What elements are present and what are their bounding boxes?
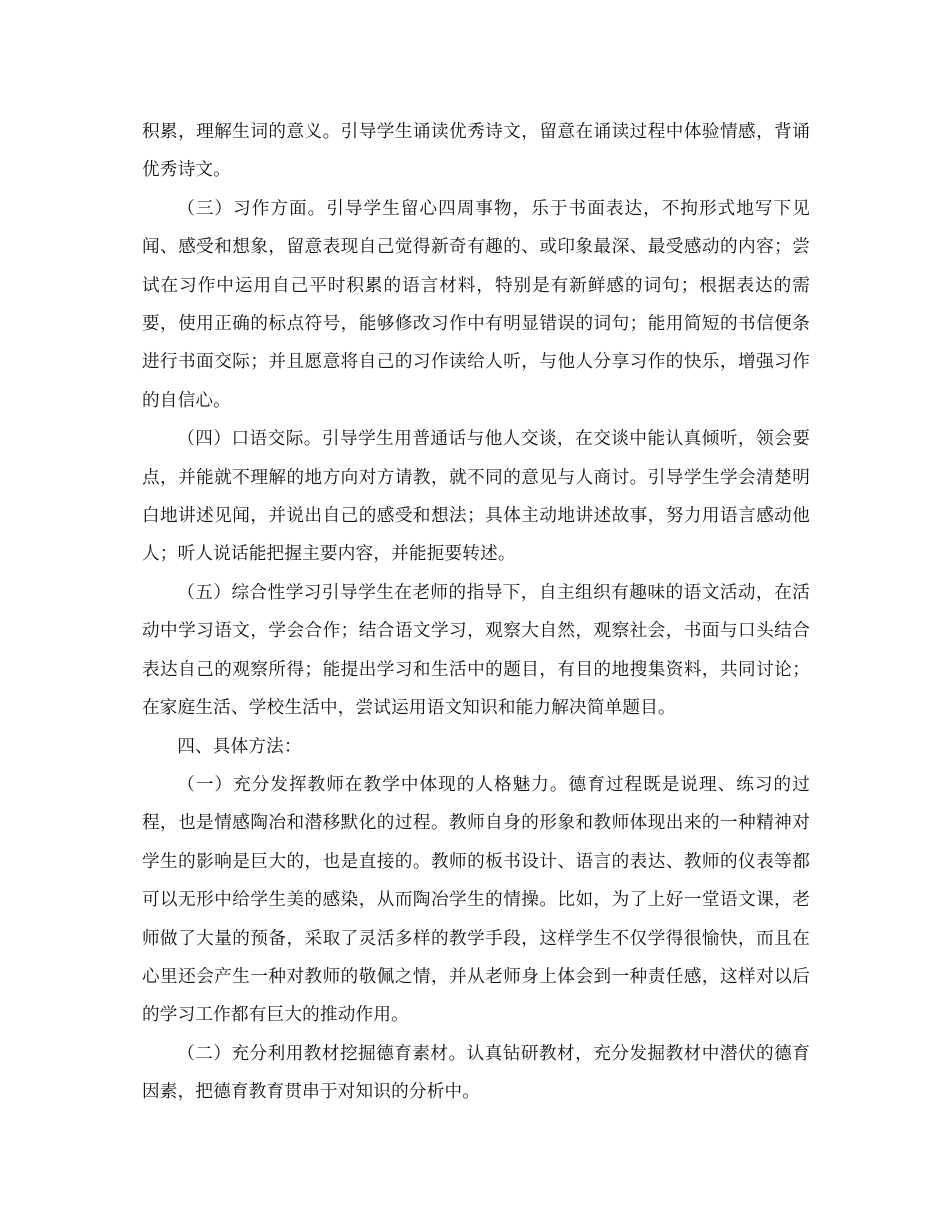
paragraph-method-one: （一）充分发挥教师在教学中体现的人格魅力。德育过程既是说理、练习的过程，也是情感陶冶和潜移默化的过程。教师自身的形象和教师体现出来的一种精神对学生的影响是巨大的，也是直接的。教师的板书设计、语言的表达、教师的仪表等都可以无形中给学生美的感染，从而陶冶学生的情操。比如，为了上好一堂语文课，老师做了大量的预备，采取了灵活多样的教学手段，这样学生不仅学得很愉快，而且在心里还会产生一种对教师的敬佩之情，并从老师身上体会到一种责任感，这样对以后的学习工作都有巨大的推动作用。 — [142, 774, 810, 1026]
section-heading-methods: 四、具体方法： — [177, 736, 302, 757]
paragraph-writing: （三）习作方面。引导学生留心四周事物，乐于书面表达，不拘形式地写下见闻、感受和想象，留意表现自己觉得新奇有趣的、或印象最深、最受感动的内容；尝试在习作中运用自己平时积累的语言材料，特别是有新鲜感的词句；根据表达的需要，使用正确的标点符号，能够修改习作中有明显错误的词句；能用简短的书信便条进行书面交际；并且愿意将自己的习作读给人听，与他人分享习作的快乐，增强习作的自信心。 — [142, 198, 810, 411]
document-body — [142, 113, 810, 1112]
paragraph-comprehensive-learning: （五）综合性学习引导学生在老师的指导下，自主组织有趣味的语文活动，在活动中学习语文，学会合作；结合语文学习，观察大自然，观察社会，书面与口头结合表达自己的观察所得；能提出学习和生活中的题目，有目的地搜集资料，共同讨论；在家庭生活、学校生活中，尝试运用语文知识和能力解决简单题目。 — [142, 582, 810, 719]
paragraph-continued-reading: 积累，理解生词的意义。引导学生诵读优秀诗文，留意在诵读过程中体验情感，背诵优秀诗文。 — [142, 122, 810, 181]
paragraph-oral-communication: （四）口语交际。引导学生用普通话与他人交谈，在交谈中能认真倾听，领会要点，并能就不理解的地方向对方请教，就不同的意见与人商讨。引导学生学会清楚明白地讲述见闻，并说出自己的感受和想法；具体主动地讲述故事，努力用语言感动他人；听人说话能把握主要内容，并能扼要转述。 — [142, 429, 810, 565]
paragraph-method-two: （二）充分利用教材挖掘德育素材。认真钻研教材，充分发掘教材中潜伏的德育因素，把德育教育贯串于对知识的分析中。 — [142, 1043, 810, 1103]
